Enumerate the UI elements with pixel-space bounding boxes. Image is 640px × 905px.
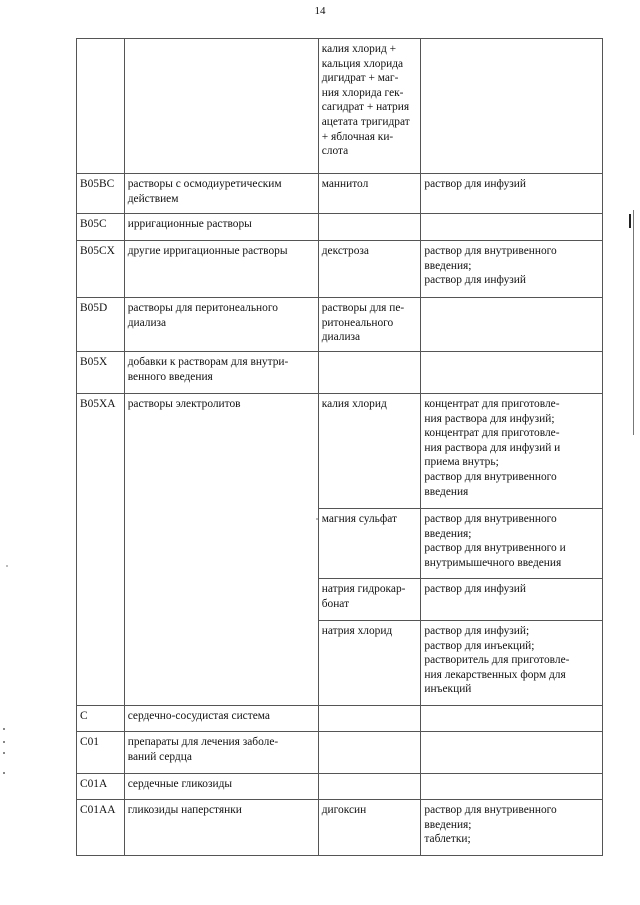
- dosage-form-cell: раствор для инфузий: [421, 579, 603, 621]
- dosage-form-cell: раствор для внутривенного введения; раствор для внутривенного и внутримышечного введения: [421, 509, 603, 579]
- table-row: [77, 800, 603, 856]
- dosage-form-cell: раствор для внутривенного введения; раствор для инфузий: [421, 241, 603, 298]
- atc-code-cell: C01AA: [77, 800, 125, 856]
- atc-code-cell: B05XA: [77, 394, 125, 706]
- scan-artifact-dot: [3, 741, 5, 743]
- table-row: [77, 241, 603, 298]
- group-name-cell: растворы для перитонеального диализа: [124, 298, 318, 352]
- drug-name-cell: [318, 732, 421, 774]
- table-row: [77, 732, 603, 774]
- scan-artifact-mark: [629, 214, 631, 228]
- group-name-cell: сердечные гликозиды: [124, 774, 318, 800]
- drug-name-cell: магния сульфат: [318, 509, 421, 579]
- group-name-cell: [124, 39, 318, 174]
- scan-artifact-dot: [3, 752, 5, 754]
- dosage-form-cell: концентрат для приготовле- ния раствора для инфузий; концентрат для приготовле- ния раствора для инфузий и приема внутрь; раствор для внутривенного введения: [421, 394, 603, 509]
- drug-name-cell: дигоксин: [318, 800, 421, 856]
- dosage-form-cell: [421, 352, 603, 394]
- dosage-form-cell: [421, 774, 603, 800]
- drug-name-cell: натрия гидрокар- бонат: [318, 579, 421, 621]
- scan-artifact-line: [633, 210, 634, 435]
- dosage-form-cell: раствор для инфузий: [421, 174, 603, 214]
- dosage-form-cell: [421, 214, 603, 241]
- table-row: [77, 298, 603, 352]
- dosage-form-cell: [421, 298, 603, 352]
- table-row: [77, 174, 603, 214]
- drug-name-cell: калия хлорид + кальция хлорида дигидрат + маг- ния хлорида гек- сагидрат + натрия ацетата тригидрат + яблочная ки- слота: [318, 39, 421, 174]
- group-name-cell: растворы электролитов: [124, 394, 318, 706]
- group-name-cell: гликозиды наперстянки: [124, 800, 318, 856]
- atc-code-cell: C: [77, 706, 125, 732]
- drug-name-cell: натрия хлорид: [318, 621, 421, 706]
- dosage-form-cell: раствор для инфузий; раствор для инъекций; растворитель для приготовле- ния лекарственных форм для инъекций: [421, 621, 603, 706]
- dosage-form-cell: [421, 706, 603, 732]
- atc-code-cell: C01: [77, 732, 125, 774]
- atc-code-cell: [77, 39, 125, 174]
- drug-name-cell: [318, 706, 421, 732]
- drug-name-cell: [318, 774, 421, 800]
- drug-name-cell: [318, 214, 421, 241]
- atc-code-cell: B05BC: [77, 174, 125, 214]
- group-name-cell: другие ирригационные растворы: [124, 241, 318, 298]
- table-row: [77, 214, 603, 241]
- table-row: [77, 39, 603, 174]
- dosage-form-cell: раствор для внутривенного введения; таблетки;: [421, 800, 603, 856]
- atc-code-cell: C01A: [77, 774, 125, 800]
- group-name-cell: ирригационные растворы: [124, 214, 318, 241]
- dosage-form-cell: [421, 39, 603, 174]
- table-row: [77, 352, 603, 394]
- dosage-form-cell: [421, 732, 603, 774]
- atc-code-cell: B05X: [77, 352, 125, 394]
- scan-artifact-dot: [3, 728, 5, 730]
- group-name-cell: добавки к растворам для внутри- венного введения: [124, 352, 318, 394]
- drug-name-cell: калия хлорид: [318, 394, 421, 509]
- drug-name-cell: растворы для пе- ритонеального диализа: [318, 298, 421, 352]
- scan-artifact-dot: [3, 772, 5, 774]
- drug-name-cell: [318, 352, 421, 394]
- table-row: [77, 394, 603, 509]
- group-name-cell: растворы с осмодиуретическим действием: [124, 174, 318, 214]
- drug-classification-table: [76, 38, 603, 856]
- atc-code-cell: B05D: [77, 298, 125, 352]
- atc-code-cell: B05CX: [77, 241, 125, 298]
- scan-artifact-dot: [6, 565, 8, 567]
- table-row: [77, 706, 603, 732]
- group-name-cell: препараты для лечения заболе- ваний сердца: [124, 732, 318, 774]
- table-row: [77, 774, 603, 800]
- group-name-cell: сердечно-сосудистая система: [124, 706, 318, 732]
- atc-code-cell: B05C: [77, 214, 125, 241]
- scan-artifact-dot: [316, 518, 318, 520]
- page-number: 14: [314, 6, 326, 14]
- drug-name-cell: маннитол: [318, 174, 421, 214]
- drug-name-cell: декстроза: [318, 241, 421, 298]
